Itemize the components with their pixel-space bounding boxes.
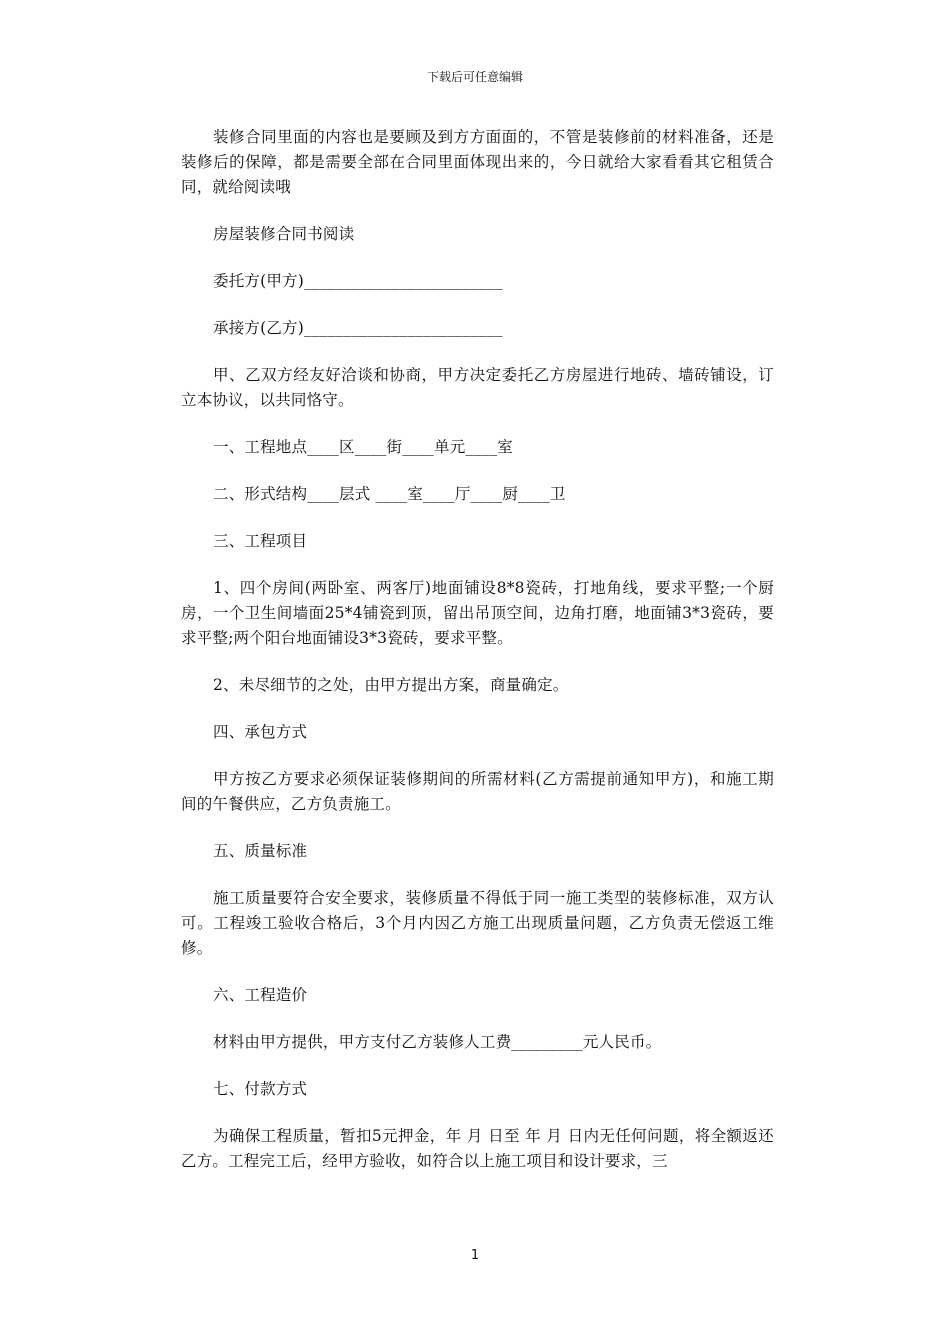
project-location: 一、工程地点____区____街____单元____室 — [213, 438, 513, 456]
payment-method-paragraph: 为确保工程质量，暂扣5元押金，年 月 日至 年 月 日内无任何问题，将全额返还乙方。工程完工后，经甲方验收，如符合以上施工项目和设计要求，三 — [181, 1127, 774, 1170]
intro-paragraph: 装修合同里面的内容也是要顾及到方方面面的，不管是装修前的材料准备，还是装修后的保障，都是需要全部在合同里面体现出来的，今日就给大家看看其它租赁合同，就给阅读哦 — [181, 128, 774, 196]
structure-form: 二、形式结构____层式 ____室____厅____厨____卫 — [213, 485, 566, 503]
project-item-2: 2、未尽细节的之处，由甲方提出方案，商量确定。 — [213, 676, 569, 694]
contract-method-paragraph: 甲方按乙方要求必须保证装修期间的所需材料(乙方需提前通知甲方)，和施工期间的午餐供应，乙方负责施工。 — [181, 770, 774, 813]
project-item-1: 1、四个房间(两卧室、两客厅)地面铺设8*8瓷砖，打地角线，要求平整;一个厨房，一个卫生间墙面25*4铺瓷到顶，留出吊顶空间，边角打磨，地面铺3*3瓷砖，要求平整;两个阳台地面铺设3*3瓷砖，要求平整。 — [181, 579, 774, 647]
party-b-line: 承接方(乙方)_________________________ — [213, 319, 503, 337]
page-number: 1 — [470, 1248, 480, 1263]
section-quality-standard: 五、质量标准 — [213, 842, 308, 860]
section-project-items: 三、工程项目 — [213, 532, 308, 550]
document-body — [181, 125, 774, 1196]
document-header: 下载后可任意编辑 — [426, 70, 523, 84]
quality-standard-paragraph: 施工质量要符合安全要求，装修质量不得低于同一施工类型的装修标准，双方认可。工程竣工验收合格后，3个月内因乙方施工出现质量问题，乙方负责无偿返工维修。 — [181, 889, 774, 957]
agreement-paragraph: 甲、乙双方经友好洽谈和协商，甲方决定委托乙方房屋进行地砖、墙砖铺设，订立本协议，以共同恪守。 — [181, 366, 774, 409]
section-payment-method: 七、付款方式 — [213, 1080, 308, 1098]
contract-title: 房屋装修合同书阅读 — [213, 225, 355, 243]
party-a-line: 委托方(甲方)_________________________ — [213, 272, 503, 290]
section-contract-method: 四、承包方式 — [213, 723, 308, 741]
section-project-cost: 六、工程造价 — [213, 986, 308, 1004]
project-cost-paragraph: 材料由甲方提供，甲方支付乙方装修人工费_________元人民币。 — [213, 1033, 662, 1051]
